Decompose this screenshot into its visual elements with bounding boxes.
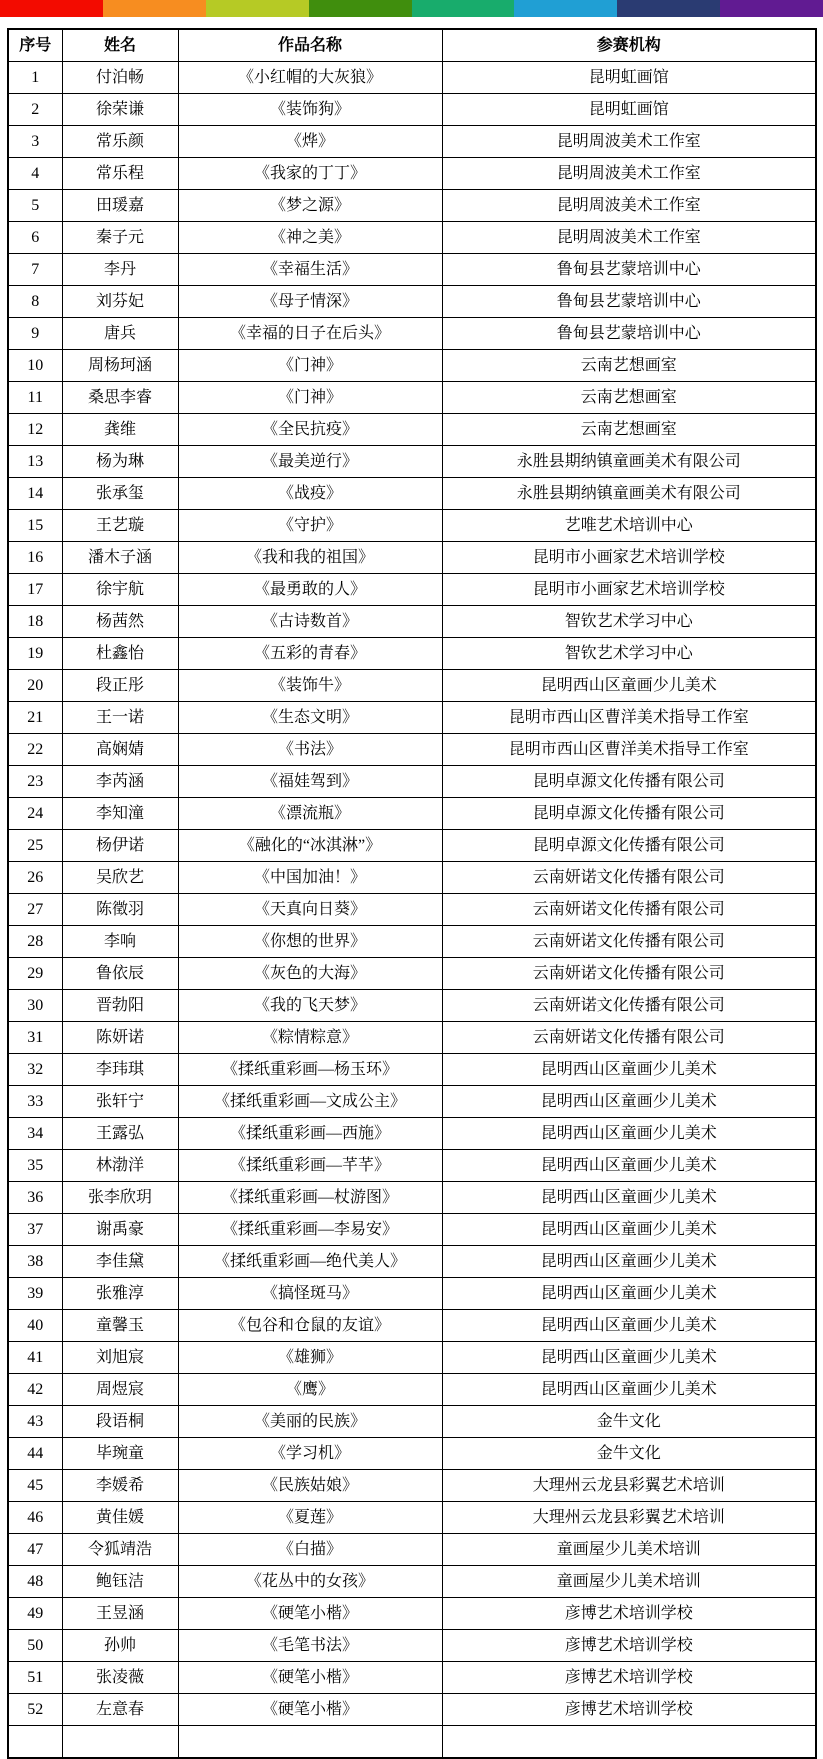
cell-work: 《守护》 [178, 510, 442, 542]
cell-no: 35 [8, 1150, 62, 1182]
cell-org: 童画屋少儿美术培训 [442, 1566, 816, 1598]
table-row [8, 702, 816, 734]
cell-name: 李丹 [62, 254, 178, 286]
cell-no: 47 [8, 1534, 62, 1566]
cell-org: 昆明西山区童画少儿美术 [442, 1246, 816, 1278]
cell-org: 昆明西山区童画少儿美术 [442, 1054, 816, 1086]
cell-no: 2 [8, 94, 62, 126]
table-row [8, 638, 816, 670]
cell-no: 15 [8, 510, 62, 542]
cell-work: 《烨》 [178, 126, 442, 158]
cell-work: 《揉纸重彩画—杨玉环》 [178, 1054, 442, 1086]
cell-work: 《揉纸重彩画—李易安》 [178, 1214, 442, 1246]
table-row [8, 1246, 816, 1278]
cell-name: 张凌薇 [62, 1662, 178, 1694]
color-bar-segment [0, 0, 103, 17]
cell-work: 《母子情深》 [178, 286, 442, 318]
table-row [8, 798, 816, 830]
cell-org: 鲁甸县艺蒙培训中心 [442, 318, 816, 350]
color-bar-segment [412, 0, 515, 17]
cell-no: 5 [8, 190, 62, 222]
cell-org: 彦博艺术培训学校 [442, 1598, 816, 1630]
table-row [8, 1310, 816, 1342]
cell-org: 昆明西山区童画少儿美术 [442, 670, 816, 702]
cell-work: 《生态文明》 [178, 702, 442, 734]
cell-name: 田瑗嘉 [62, 190, 178, 222]
color-bar-segment [617, 0, 720, 17]
cell-no: 23 [8, 766, 62, 798]
cell-org: 云南妍诺文化传播有限公司 [442, 958, 816, 990]
table-body [8, 62, 816, 1759]
cell-org: 云南艺想画室 [442, 414, 816, 446]
header-cell-no: 序号 [8, 29, 62, 62]
cell-work: 《全民抗疫》 [178, 414, 442, 446]
cell-work: 《硬笔小楷》 [178, 1694, 442, 1726]
cell-no: 43 [8, 1406, 62, 1438]
cell-work: 《门神》 [178, 350, 442, 382]
table-row [8, 318, 816, 350]
cell-org: 永胜县期纳镇童画美术有限公司 [442, 446, 816, 478]
cell-name: 晋勃阳 [62, 990, 178, 1022]
cell-name: 龚维 [62, 414, 178, 446]
cell-no: 1 [8, 62, 62, 94]
top-color-bar [0, 0, 823, 17]
cell-name: 周杨珂涵 [62, 350, 178, 382]
cell-work: 《幸福的日子在后头》 [178, 318, 442, 350]
cell-no: 25 [8, 830, 62, 862]
cell-no: 31 [8, 1022, 62, 1054]
table-row [8, 1342, 816, 1374]
cell-name: 王一诺 [62, 702, 178, 734]
cell-org: 云南艺想画室 [442, 382, 816, 414]
cell-org: 云南妍诺文化传播有限公司 [442, 894, 816, 926]
cell-work: 《幸福生活》 [178, 254, 442, 286]
cell-name: 毕琬童 [62, 1438, 178, 1470]
table-row [8, 1694, 816, 1726]
cell-name: 陈徵羽 [62, 894, 178, 926]
table-row [8, 670, 816, 702]
table-row [8, 1022, 816, 1054]
table-row [8, 1150, 816, 1182]
cell-work: 《小红帽的大灰狼》 [178, 62, 442, 94]
cell-work: 《装饰狗》 [178, 94, 442, 126]
cell-name: 唐兵 [62, 318, 178, 350]
cell-no: 52 [8, 1694, 62, 1726]
cell-name: 张李欣玥 [62, 1182, 178, 1214]
table-row [8, 1502, 816, 1534]
cell-org: 昆明西山区童画少儿美术 [442, 1342, 816, 1374]
cell-no: 29 [8, 958, 62, 990]
cell-name: 段正彤 [62, 670, 178, 702]
cell-name: 常乐程 [62, 158, 178, 190]
table-row [8, 1054, 816, 1086]
cell-no: 9 [8, 318, 62, 350]
cell-org: 昆明周波美术工作室 [442, 126, 816, 158]
cell-no: 11 [8, 382, 62, 414]
table-row [8, 446, 816, 478]
cell-org: 鲁甸县艺蒙培训中心 [442, 254, 816, 286]
cell-work: 《揉纸重彩画—绝代美人》 [178, 1246, 442, 1278]
cell-org: 昆明卓源文化传播有限公司 [442, 830, 816, 862]
cell-org: 童画屋少儿美术培训 [442, 1534, 816, 1566]
cell-work: 《福娃驾到》 [178, 766, 442, 798]
cell-work: 《雄狮》 [178, 1342, 442, 1374]
cell-no: 17 [8, 574, 62, 606]
cell-name: 李佳黛 [62, 1246, 178, 1278]
cell-name: 桑思李睿 [62, 382, 178, 414]
cell-name: 谢禹豪 [62, 1214, 178, 1246]
cell-no: 4 [8, 158, 62, 190]
cell-work: 《我家的丁丁》 [178, 158, 442, 190]
cell-work: 《揉纸重彩画—西施》 [178, 1118, 442, 1150]
cell-name: 李响 [62, 926, 178, 958]
cell-no: 41 [8, 1342, 62, 1374]
cell-name: 张轩宁 [62, 1086, 178, 1118]
table-header [8, 29, 816, 62]
cell-work: 《最勇敢的人》 [178, 574, 442, 606]
cell-no: 30 [8, 990, 62, 1022]
cell-org: 昆明周波美术工作室 [442, 158, 816, 190]
table-row [8, 1598, 816, 1630]
cell-no: 7 [8, 254, 62, 286]
cell-work: 《天真向日葵》 [178, 894, 442, 926]
cell-work: 《白描》 [178, 1534, 442, 1566]
cell-org: 彦博艺术培训学校 [442, 1630, 816, 1662]
cell-name: 李玮琪 [62, 1054, 178, 1086]
cell-org: 云南妍诺文化传播有限公司 [442, 1022, 816, 1054]
table-row [8, 894, 816, 926]
cell-name: 杨为琳 [62, 446, 178, 478]
table-row [8, 766, 816, 798]
cell-org: 昆明卓源文化传播有限公司 [442, 766, 816, 798]
color-bar-segment [514, 0, 617, 17]
cell-work: 《美丽的民族》 [178, 1406, 442, 1438]
cell-work: 《你想的世界》 [178, 926, 442, 958]
cell-name: 高娴婧 [62, 734, 178, 766]
cell-name: 林渤洋 [62, 1150, 178, 1182]
cell-no: 20 [8, 670, 62, 702]
cell-work: 《揉纸重彩画—杖游图》 [178, 1182, 442, 1214]
cell-org: 昆明虹画馆 [442, 94, 816, 126]
color-bar-segment [309, 0, 412, 17]
cell-org: 云南艺想画室 [442, 350, 816, 382]
cell-org: 云南妍诺文化传播有限公司 [442, 862, 816, 894]
cell-org: 彦博艺术培训学校 [442, 1662, 816, 1694]
table-row [8, 478, 816, 510]
cell-work: 《我的飞天梦》 [178, 990, 442, 1022]
table-row-partial [8, 1726, 816, 1759]
cell-work: 《古诗数首》 [178, 606, 442, 638]
cell-name: 吴欣艺 [62, 862, 178, 894]
cell-name: 鲁依辰 [62, 958, 178, 990]
cell-name: 李知潼 [62, 798, 178, 830]
cell-work: 《揉纸重彩画—文成公主》 [178, 1086, 442, 1118]
cell-no: 27 [8, 894, 62, 926]
cell-org: 彦博艺术培训学校 [442, 1694, 816, 1726]
empty-cell [442, 1726, 816, 1759]
cell-org: 昆明西山区童画少儿美术 [442, 1150, 816, 1182]
cell-org: 昆明卓源文化传播有限公司 [442, 798, 816, 830]
cell-org: 金牛文化 [442, 1406, 816, 1438]
cell-org: 永胜县期纳镇童画美术有限公司 [442, 478, 816, 510]
table-row [8, 574, 816, 606]
cell-org: 鲁甸县艺蒙培训中心 [442, 286, 816, 318]
cell-name: 付泊畅 [62, 62, 178, 94]
cell-work: 《包谷和仓鼠的友谊》 [178, 1310, 442, 1342]
cell-no: 14 [8, 478, 62, 510]
cell-no: 22 [8, 734, 62, 766]
empty-cell [62, 1726, 178, 1759]
table-row [8, 1630, 816, 1662]
table-row [8, 830, 816, 862]
cell-work: 《梦之源》 [178, 190, 442, 222]
cell-no: 12 [8, 414, 62, 446]
cell-work: 《粽情粽意》 [178, 1022, 442, 1054]
cell-no: 51 [8, 1662, 62, 1694]
table-row [8, 1534, 816, 1566]
cell-org: 昆明市西山区曹洋美术指导工作室 [442, 734, 816, 766]
table-row [8, 1566, 816, 1598]
cell-work: 《硬笔小楷》 [178, 1598, 442, 1630]
cell-org: 昆明西山区童画少儿美术 [442, 1182, 816, 1214]
color-bar-segment [720, 0, 823, 17]
cell-no: 13 [8, 446, 62, 478]
cell-name: 黄佳媛 [62, 1502, 178, 1534]
cell-name: 左意春 [62, 1694, 178, 1726]
cell-work: 《书法》 [178, 734, 442, 766]
cell-no: 45 [8, 1470, 62, 1502]
cell-name: 王艺璇 [62, 510, 178, 542]
empty-cell [8, 1726, 62, 1759]
cell-name: 童馨玉 [62, 1310, 178, 1342]
cell-org: 昆明西山区童画少儿美术 [442, 1214, 816, 1246]
cell-no: 36 [8, 1182, 62, 1214]
cell-org: 云南妍诺文化传播有限公司 [442, 926, 816, 958]
cell-name: 张承玺 [62, 478, 178, 510]
cell-name: 徐荣谦 [62, 94, 178, 126]
cell-org: 大理州云龙县彩翼艺术培训 [442, 1502, 816, 1534]
table-row [8, 94, 816, 126]
cell-org: 昆明西山区童画少儿美术 [442, 1278, 816, 1310]
cell-name: 常乐颜 [62, 126, 178, 158]
cell-work: 《五彩的青春》 [178, 638, 442, 670]
cell-org: 昆明市西山区曹洋美术指导工作室 [442, 702, 816, 734]
cell-name: 李芮涵 [62, 766, 178, 798]
cell-no: 49 [8, 1598, 62, 1630]
table-row [8, 1662, 816, 1694]
cell-org: 昆明西山区童画少儿美术 [442, 1374, 816, 1406]
cell-no: 42 [8, 1374, 62, 1406]
cell-work: 《最美逆行》 [178, 446, 442, 478]
table-row [8, 62, 816, 94]
cell-no: 21 [8, 702, 62, 734]
table-row [8, 1118, 816, 1150]
cell-org: 昆明周波美术工作室 [442, 222, 816, 254]
cell-org: 大理州云龙县彩翼艺术培训 [442, 1470, 816, 1502]
cell-no: 3 [8, 126, 62, 158]
table-row [8, 382, 816, 414]
cell-name: 陈妍诺 [62, 1022, 178, 1054]
table-row [8, 1182, 816, 1214]
cell-no: 40 [8, 1310, 62, 1342]
cell-work: 《搞怪斑马》 [178, 1278, 442, 1310]
cell-work: 《中国加油！》 [178, 862, 442, 894]
cell-org: 昆明西山区童画少儿美术 [442, 1118, 816, 1150]
table-row [8, 1214, 816, 1246]
cell-work: 《学习机》 [178, 1438, 442, 1470]
cell-name: 秦子元 [62, 222, 178, 254]
table-row [8, 158, 816, 190]
table-row [8, 286, 816, 318]
table-row [8, 190, 816, 222]
table-row [8, 510, 816, 542]
cell-no: 10 [8, 350, 62, 382]
cell-no: 8 [8, 286, 62, 318]
cell-no: 48 [8, 1566, 62, 1598]
cell-work: 《鹰》 [178, 1374, 442, 1406]
table-row [8, 1374, 816, 1406]
cell-name: 王露弘 [62, 1118, 178, 1150]
cell-work: 《揉纸重彩画—芊芊》 [178, 1150, 442, 1182]
cell-name: 令狐靖浩 [62, 1534, 178, 1566]
table-row [8, 862, 816, 894]
table-row [8, 958, 816, 990]
cell-no: 39 [8, 1278, 62, 1310]
table-row [8, 1278, 816, 1310]
table-row [8, 606, 816, 638]
table-row [8, 542, 816, 574]
cell-no: 26 [8, 862, 62, 894]
cell-work: 《神之美》 [178, 222, 442, 254]
table-row [8, 126, 816, 158]
table-row [8, 1086, 816, 1118]
cell-no: 6 [8, 222, 62, 254]
cell-work: 《毛笔书法》 [178, 1630, 442, 1662]
cell-org: 昆明虹画馆 [442, 62, 816, 94]
cell-name: 段语桐 [62, 1406, 178, 1438]
cell-name: 李媛希 [62, 1470, 178, 1502]
cell-org: 智钦艺术学习中心 [442, 606, 816, 638]
cell-name: 杨茜然 [62, 606, 178, 638]
table-row [8, 414, 816, 446]
cell-name: 张雅淳 [62, 1278, 178, 1310]
cell-work: 《装饰牛》 [178, 670, 442, 702]
cell-org: 昆明西山区童画少儿美术 [442, 1310, 816, 1342]
cell-name: 周煜宸 [62, 1374, 178, 1406]
header-cell-name: 姓名 [62, 29, 178, 62]
cell-name: 徐宇航 [62, 574, 178, 606]
cell-org: 昆明周波美术工作室 [442, 190, 816, 222]
cell-no: 46 [8, 1502, 62, 1534]
cell-no: 32 [8, 1054, 62, 1086]
table-row [8, 1470, 816, 1502]
table-row [8, 1406, 816, 1438]
cell-work: 《我和我的祖国》 [178, 542, 442, 574]
results-table [7, 28, 817, 1759]
cell-work: 《民族姑娘》 [178, 1470, 442, 1502]
header-row [8, 29, 816, 62]
cell-no: 37 [8, 1214, 62, 1246]
cell-no: 50 [8, 1630, 62, 1662]
table-row [8, 350, 816, 382]
cell-work: 《漂流瓶》 [178, 798, 442, 830]
cell-name: 杜鑫怡 [62, 638, 178, 670]
cell-name: 刘芬妃 [62, 286, 178, 318]
table-row [8, 734, 816, 766]
cell-no: 44 [8, 1438, 62, 1470]
cell-no: 34 [8, 1118, 62, 1150]
cell-work: 《融化的“冰淇淋”》 [178, 830, 442, 862]
table-row [8, 926, 816, 958]
cell-work: 《夏莲》 [178, 1502, 442, 1534]
cell-name: 杨伊诺 [62, 830, 178, 862]
cell-org: 金牛文化 [442, 1438, 816, 1470]
cell-org: 昆明西山区童画少儿美术 [442, 1086, 816, 1118]
cell-work: 《灰色的大海》 [178, 958, 442, 990]
cell-name: 潘木子涵 [62, 542, 178, 574]
cell-org: 智钦艺术学习中心 [442, 638, 816, 670]
cell-name: 鲍钰洁 [62, 1566, 178, 1598]
cell-no: 19 [8, 638, 62, 670]
empty-cell [178, 1726, 442, 1759]
cell-org: 昆明市小画家艺术培训学校 [442, 574, 816, 606]
cell-work: 《硬笔小楷》 [178, 1662, 442, 1694]
cell-org: 昆明市小画家艺术培训学校 [442, 542, 816, 574]
table-row [8, 1438, 816, 1470]
cell-no: 16 [8, 542, 62, 574]
cell-work: 《门神》 [178, 382, 442, 414]
table-row [8, 254, 816, 286]
cell-no: 33 [8, 1086, 62, 1118]
color-bar-segment [103, 0, 206, 17]
cell-name: 王昱涵 [62, 1598, 178, 1630]
cell-no: 18 [8, 606, 62, 638]
cell-org: 艺唯艺术培训中心 [442, 510, 816, 542]
cell-no: 24 [8, 798, 62, 830]
table-row [8, 222, 816, 254]
cell-no: 28 [8, 926, 62, 958]
table-row [8, 990, 816, 1022]
cell-work: 《花丛中的女孩》 [178, 1566, 442, 1598]
header-cell-work: 作品名称 [178, 29, 442, 62]
cell-org: 云南妍诺文化传播有限公司 [442, 990, 816, 1022]
cell-work: 《战疫》 [178, 478, 442, 510]
cell-name: 刘旭宸 [62, 1342, 178, 1374]
cell-name: 孙帅 [62, 1630, 178, 1662]
color-bar-segment [206, 0, 309, 17]
header-cell-org: 参赛机构 [442, 29, 816, 62]
cell-no: 38 [8, 1246, 62, 1278]
